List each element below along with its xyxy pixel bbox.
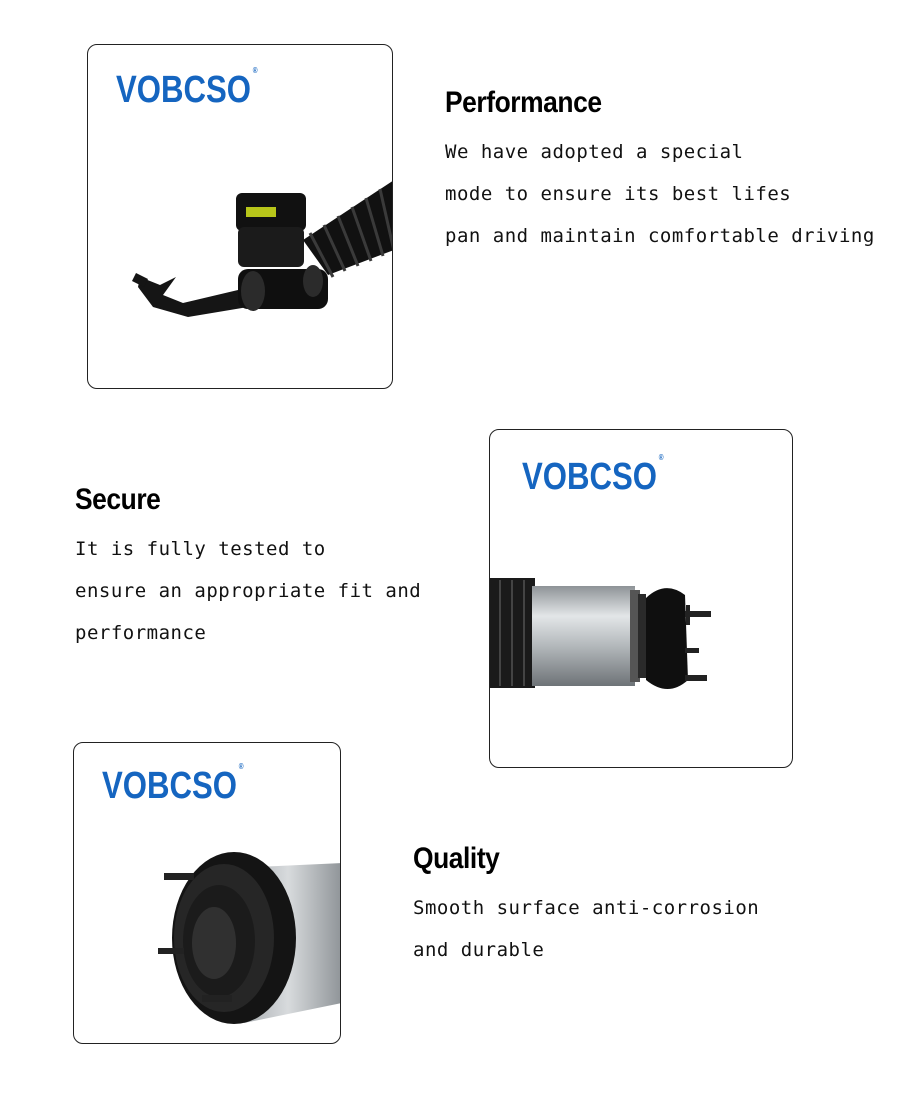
section-text-line: ensure an appropriate fit and (75, 580, 422, 602)
registered-mark: ® (658, 453, 664, 462)
product-card-quality (73, 742, 341, 1044)
section-text-line: and durable (413, 939, 545, 961)
section-text-line: It is fully tested to (75, 538, 326, 560)
strut-rubber-mount-icon (74, 743, 341, 1044)
brand-name: VOBCSO (102, 765, 238, 807)
section-text-line: pan and maintain comfortable driving (445, 225, 875, 247)
section-text-line: Smooth surface anti-corrosion (413, 897, 760, 919)
product-card-secure (489, 429, 793, 768)
brand-name: VOBCSO (116, 69, 252, 111)
section-heading-performance: Performance (445, 86, 602, 119)
section-heading-quality: Quality (413, 842, 500, 875)
strut-air-chamber-icon (490, 430, 793, 768)
section-text-line: mode to ensure its best lifes (445, 183, 792, 205)
brand-name: VOBCSO (522, 456, 658, 498)
registered-mark: ® (238, 762, 244, 771)
section-text-line: performance (75, 622, 207, 644)
section-text-line: We have adopted a special (445, 141, 744, 163)
section-heading-secure: Secure (75, 483, 161, 516)
product-card-performance (87, 44, 393, 389)
registered-mark: ® (252, 66, 258, 75)
strut-top-mount-icon (88, 45, 393, 389)
